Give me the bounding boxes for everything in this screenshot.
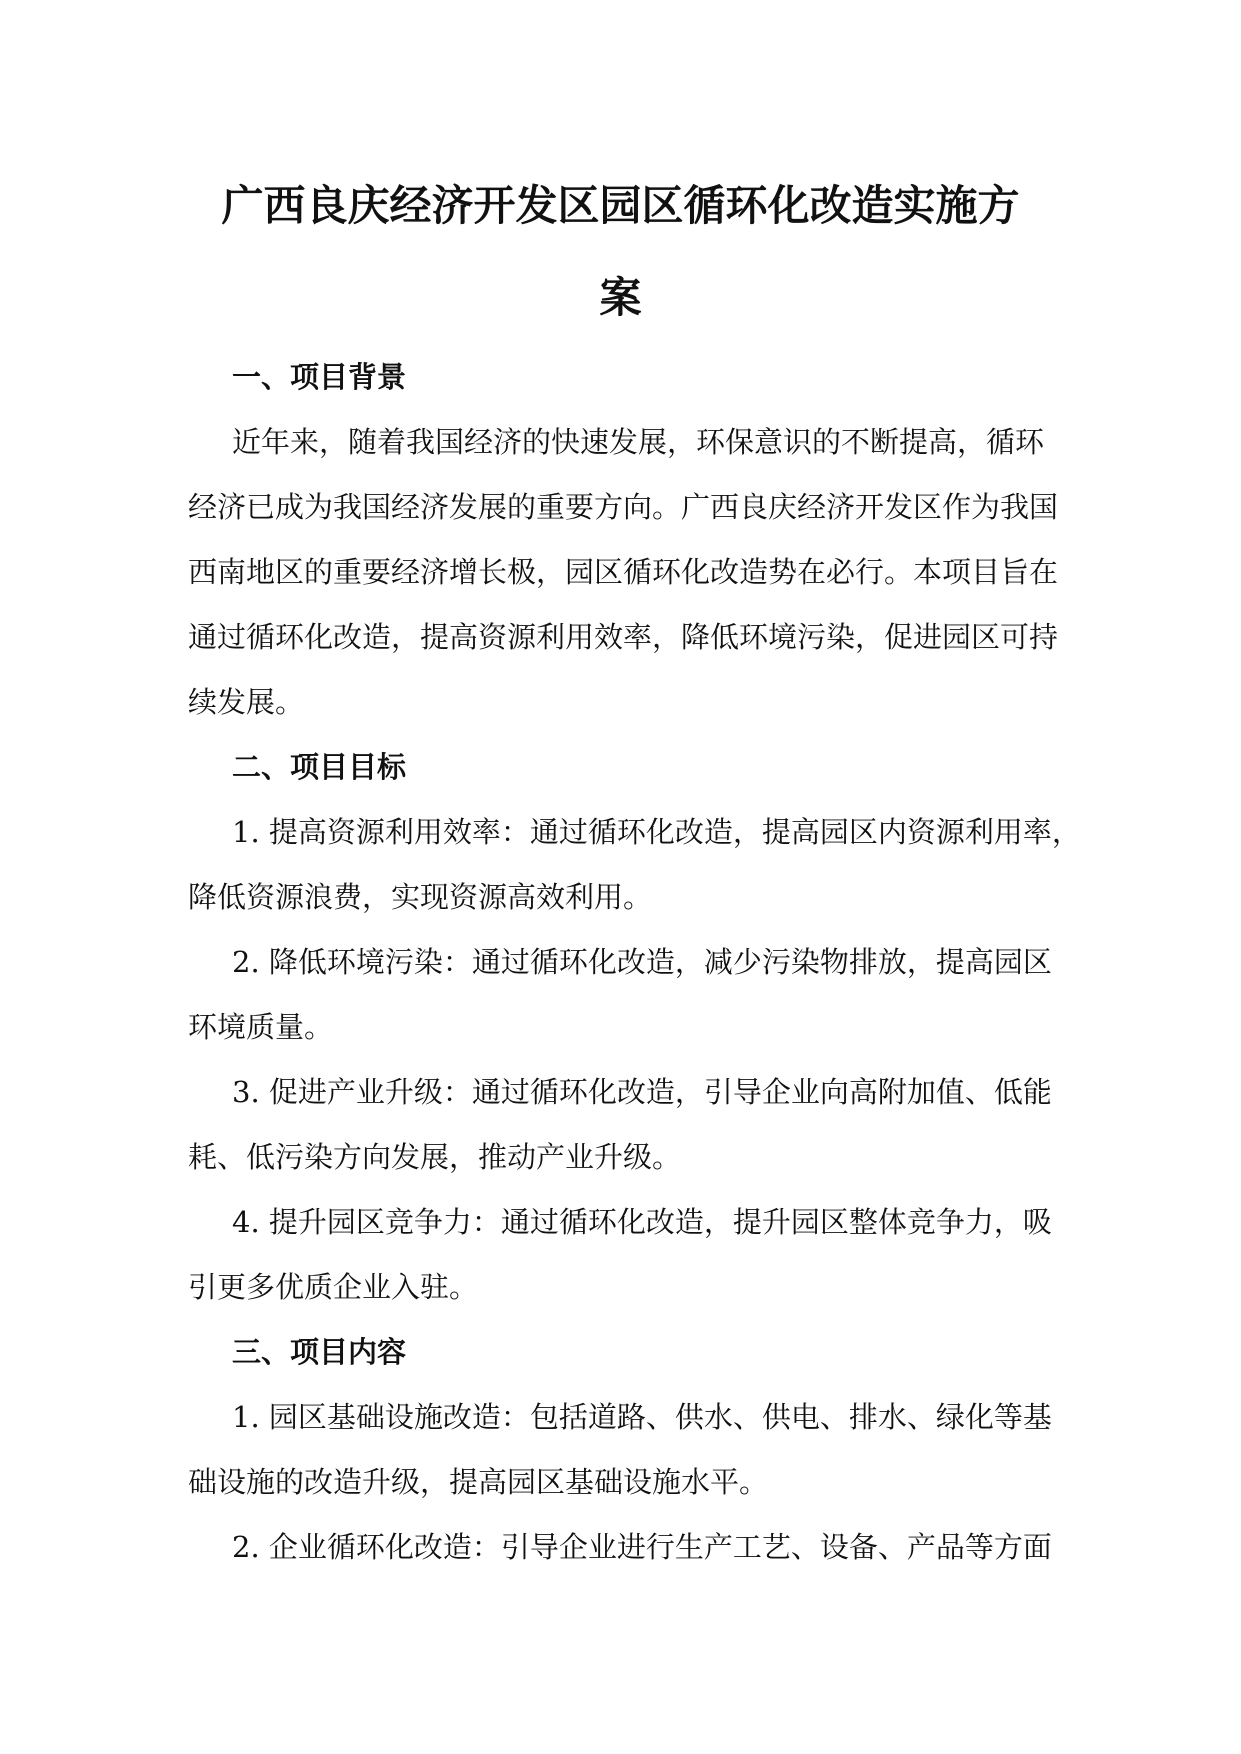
- paragraph-line: 通过循环化改造，提高资源利用效率，降低环境污染，促进园区可持: [188, 620, 1059, 654]
- list-item-line: 环境质量。: [188, 1010, 334, 1044]
- list-item-line: 1. 提高资源利用效率：通过循环化改造，提高园区内资源利用率，: [232, 815, 1081, 849]
- section-heading-goals: 二、项目目标: [232, 750, 407, 784]
- paragraph-line: 经济已成为我国经济发展的重要方向。广西良庆经济开发区作为我国: [188, 490, 1059, 524]
- list-item-line: 础设施的改造升级，提高园区基础设施水平。: [188, 1465, 769, 1499]
- list-item-line: 2. 降低环境污染：通过循环化改造，减少污染物排放，提高园区: [232, 945, 1052, 979]
- list-item-line: 耗、低污染方向发展，推动产业升级。: [188, 1140, 682, 1174]
- list-item-line: 降低资源浪费，实现资源高效利用。: [188, 880, 653, 914]
- paragraph-line: 西南地区的重要经济增长极，园区循环化改造势在必行。本项目旨在: [188, 555, 1059, 589]
- section-heading-content: 三、项目内容: [232, 1335, 407, 1369]
- list-item-line: 1. 园区基础设施改造：包括道路、供水、供电、排水、绿化等基: [232, 1400, 1052, 1434]
- document-title-line-2: 案: [599, 273, 642, 322]
- list-item-line: 2. 企业循环化改造：引导企业进行生产工艺、设备、产品等方面: [232, 1530, 1052, 1564]
- list-item-line: 引更多优质企业入驻。: [188, 1270, 479, 1304]
- paragraph-line: 续发展。: [188, 685, 305, 719]
- list-item-line: 3. 促进产业升级：通过循环化改造，引导企业向高附加值、低能: [232, 1075, 1052, 1109]
- section-heading-background: 一、项目背景: [232, 360, 407, 394]
- document-title-line-1: 广西良庆经济开发区园区循环化改造实施方: [221, 181, 1020, 230]
- paragraph-line: 近年来，随着我国经济的快速发展，环保意识的不断提高，循环: [232, 425, 1045, 459]
- list-item-line: 4. 提升园区竞争力：通过循环化改造，提升园区整体竞争力，吸: [232, 1205, 1052, 1239]
